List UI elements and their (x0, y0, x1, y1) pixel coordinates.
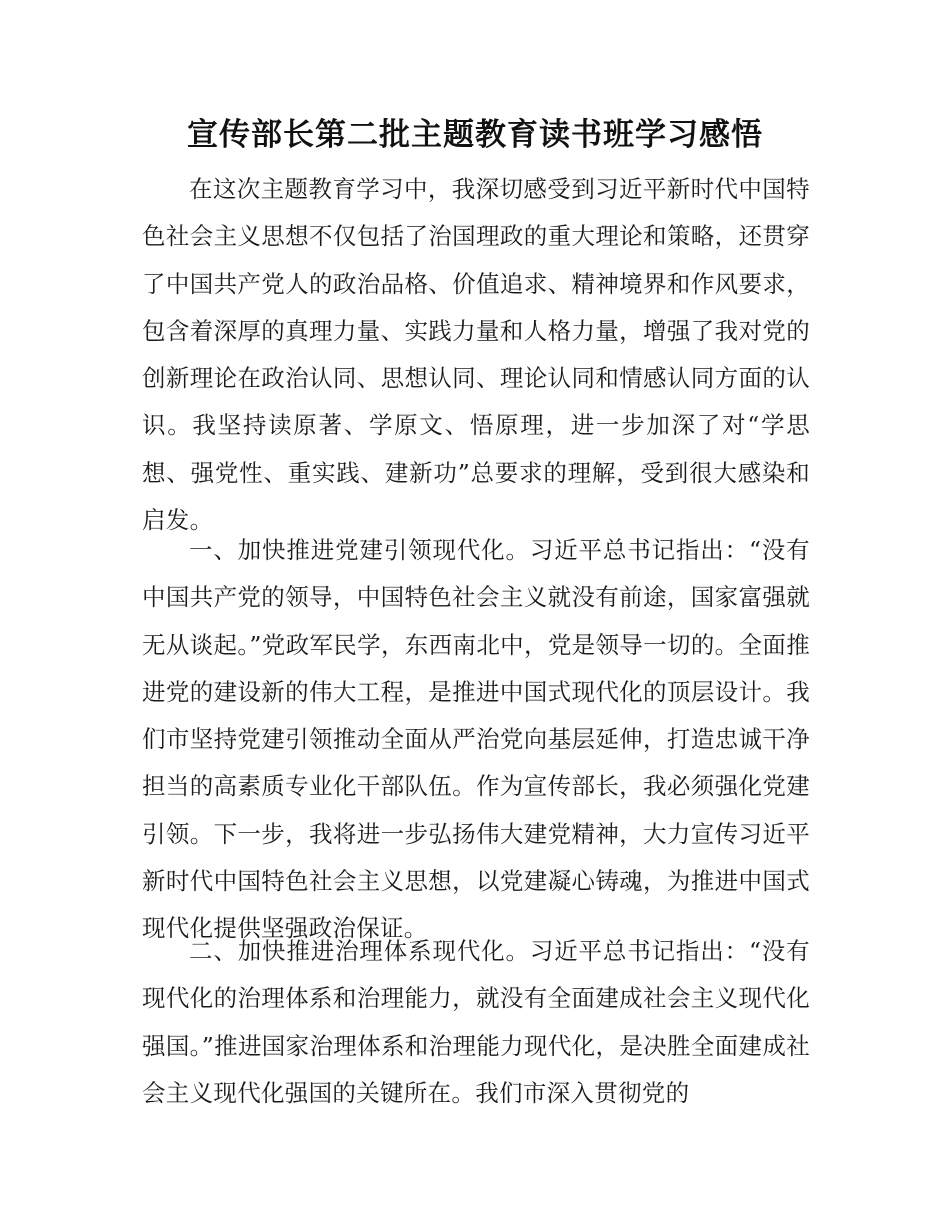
paragraph-section-one: 一、加快推进党建引领现代化。习近平总书记指出：“没有中国共产党的领导，中国特色社会主义就没有前途，国家富强就无从谈起。”党政军民学，东西南北中，党是领导一切的。全面推进党的建设新的伟大工程，是推进中国式现代化的顶层设计。我们市坚持党建引领推动全面从严治党向基层延伸，打造忠诚干净担当的高素质专业化干部队伍。作为宣传部长，我必须强化党建引领。下一步，我将进一步弘扬伟大建党精神，大力宣传习近平新时代中国特色社会主义思想，以党建凝心铸魂，为推进中国式现代化提供坚强政治保证。 (142, 536, 810, 943)
document-title: 宣传部长第二批主题教育读书班学习感悟 (187, 117, 763, 153)
paragraph-section-two: 二、加快推进治理体系现代化。习近平总书记指出：“没有现代化的治理体系和治理能力，就没有全面建成社会主义现代化强国。”推进国家治理体系和治理能力现代化，是决胜全面建成社会主义现代化强国的关键所在。我们市深入贯彻党的 (142, 937, 810, 1107)
paragraph-intro: 在这次主题教育学习中，我深切感受到习近平新时代中国特色社会主义思想不仅包括了治国理政的重大理论和策略，还贯穿了中国共产党人的政治品格、价值追求、精神境界和作风要求，包含着深厚的真理力量、实践力量和人格力量，增强了我对党的创新理论在政治认同、思想认同、理论认同和情感认同方面的认识。我坚持读原著、学原文、悟原理，进一步加深了对“学思想、强党性、重实践、建新功”总要求的理解，受到很大感染和启发。 (142, 175, 810, 535)
